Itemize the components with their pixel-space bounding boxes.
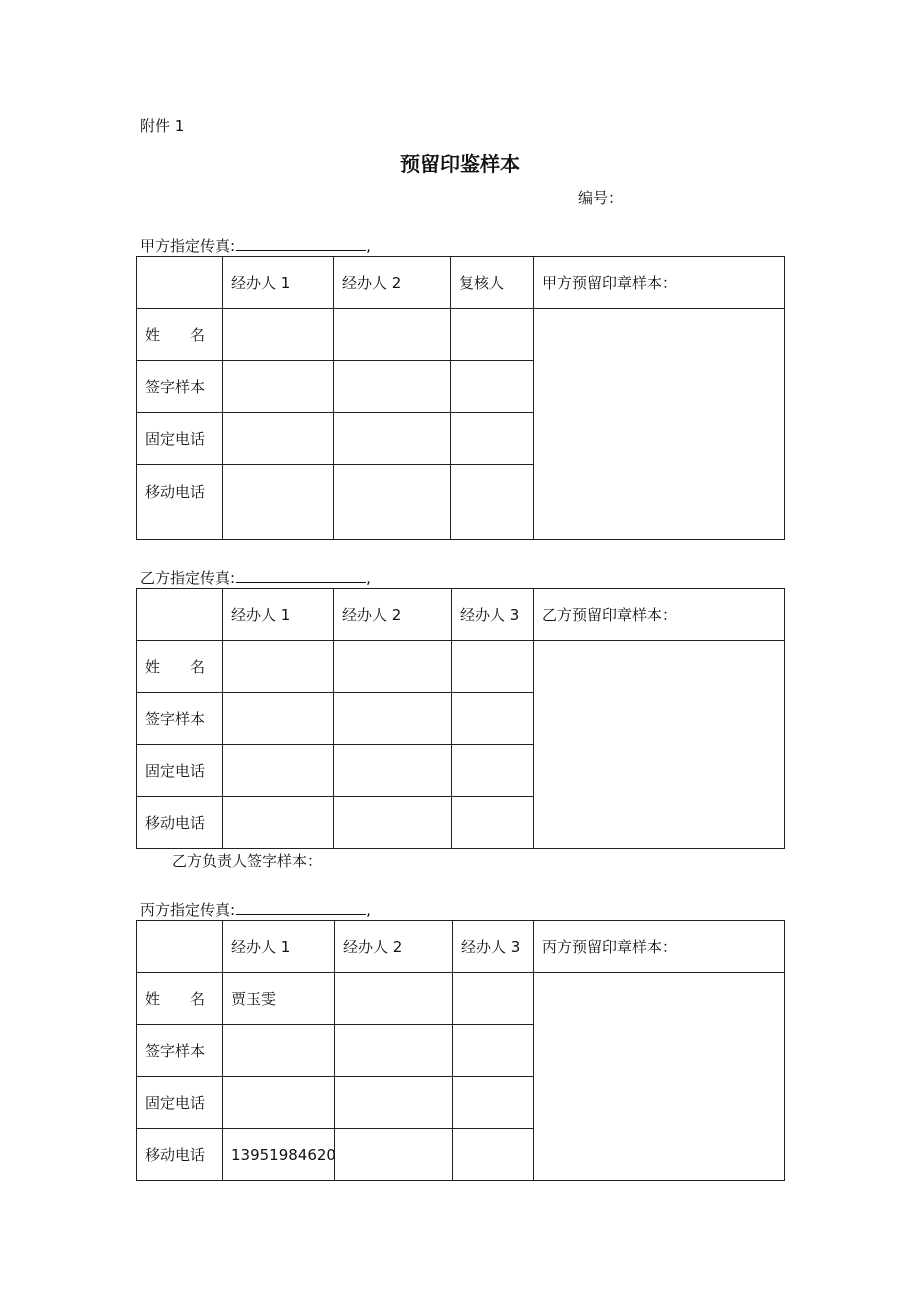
party-c-cell[interactable]: 13951984620 [223,1129,335,1181]
party-c-cell[interactable] [335,1025,453,1077]
party-a-cell[interactable] [451,413,534,465]
party-c-row-label-landline: 固定电话 [137,1077,223,1129]
party-b-fax-label: 乙方指定传真: [140,569,236,587]
party-a-row-label-landline: 固定电话 [137,413,223,465]
party-c-fax-label: 丙方指定传真: [140,901,236,919]
party-a-cell[interactable] [334,413,451,465]
serial-number-label: 编号： [578,189,624,207]
party-c-col-handler-1: 经办人 1 [223,921,335,973]
party-a-fax-blank[interactable] [236,236,366,251]
party-c-cell[interactable] [335,1077,453,1129]
party-b-cell[interactable] [223,641,334,693]
party-b-row-label-mobile: 移动电话 [137,797,223,849]
party-b-cell[interactable] [452,797,534,849]
party-a-seal-area[interactable] [534,309,785,540]
party-a-table [136,256,785,540]
party-a-cell[interactable] [451,361,534,413]
party-a-cell[interactable] [334,465,451,540]
party-b-row-label-name: 姓 名 [137,641,223,693]
party-a-row-label-signature: 签字样本 [137,361,223,413]
party-b-principal-signature-label: 乙方负责人签字样本： [172,852,323,870]
party-a-cell[interactable] [223,413,334,465]
party-c-cell[interactable] [453,1129,534,1181]
party-b-cell[interactable] [334,745,452,797]
party-c-row-label-mobile: 移动电话 [137,1129,223,1181]
party-b-cell[interactable] [334,797,452,849]
party-c-row-label-name: 姓 名 [137,973,223,1025]
party-c-cell[interactable] [453,973,534,1025]
party-b-table [136,588,785,849]
party-c-seal-header: 丙方预留印章样本： [534,921,785,973]
party-a-cell[interactable] [451,309,534,361]
party-b-fax-line [140,567,371,588]
party-c-col-handler-2: 经办人 2 [335,921,453,973]
party-b-col-handler-2: 经办人 2 [334,589,452,641]
party-c-col-handler-3: 经办人 3 [453,921,534,973]
party-b-row-label-landline: 固定电话 [137,745,223,797]
party-b-row-label-signature: 签字样本 [137,693,223,745]
party-a-fax-label: 甲方指定传真: [140,237,236,255]
party-a-corner-cell [137,257,223,309]
party-a-col-handler-2: 经办人 2 [334,257,451,309]
attachment-label: 附件 1 [140,117,185,135]
party-c-fax-blank[interactable] [236,900,366,915]
party-a-col-handler-1: 经办人 1 [223,257,334,309]
party-a-seal-header: 甲方预留印章样本： [534,257,785,309]
party-a-col-reviewer: 复核人 [451,257,534,309]
party-c-fax-suffix: , [366,901,371,919]
party-b-corner-cell [137,589,223,641]
party-c-table [136,920,785,1181]
party-b-cell[interactable] [223,797,334,849]
party-b-cell[interactable] [452,641,534,693]
party-c-cell[interactable] [453,1077,534,1129]
party-c-row-label-signature: 签字样本 [137,1025,223,1077]
party-c-seal-area[interactable] [534,973,785,1181]
party-b-cell[interactable] [223,745,334,797]
party-b-seal-area[interactable] [534,641,785,849]
party-c-cell[interactable] [335,1129,453,1181]
party-c-cell[interactable] [453,1025,534,1077]
party-c-corner-cell [137,921,223,973]
party-b-col-handler-1: 经办人 1 [223,589,334,641]
party-a-row-label-name: 姓 名 [137,309,223,361]
party-b-cell[interactable] [452,745,534,797]
party-a-fax-suffix: , [366,237,371,255]
party-c-cell[interactable]: 贾玉雯 [223,973,335,1025]
party-c-cell[interactable] [223,1025,335,1077]
party-b-cell[interactable] [452,693,534,745]
party-a-cell[interactable] [223,465,334,540]
page-title: 预留印鉴样本 [400,152,520,176]
party-a-row-label-mobile: 移动电话 [137,465,223,540]
party-b-cell[interactable] [223,693,334,745]
party-b-cell[interactable] [334,693,452,745]
party-b-fax-suffix: , [366,569,371,587]
party-c-cell[interactable] [335,973,453,1025]
party-c-fax-line [140,899,371,920]
party-a-cell[interactable] [334,361,451,413]
party-b-fax-blank[interactable] [236,568,366,583]
party-b-seal-header: 乙方预留印章样本： [534,589,785,641]
party-b-cell[interactable] [334,641,452,693]
party-a-cell[interactable] [223,309,334,361]
party-a-fax-line [140,235,371,256]
party-a-cell[interactable] [223,361,334,413]
party-a-cell[interactable] [334,309,451,361]
party-a-cell[interactable] [451,465,534,540]
party-b-col-handler-3: 经办人 3 [452,589,534,641]
party-c-cell[interactable] [223,1077,335,1129]
